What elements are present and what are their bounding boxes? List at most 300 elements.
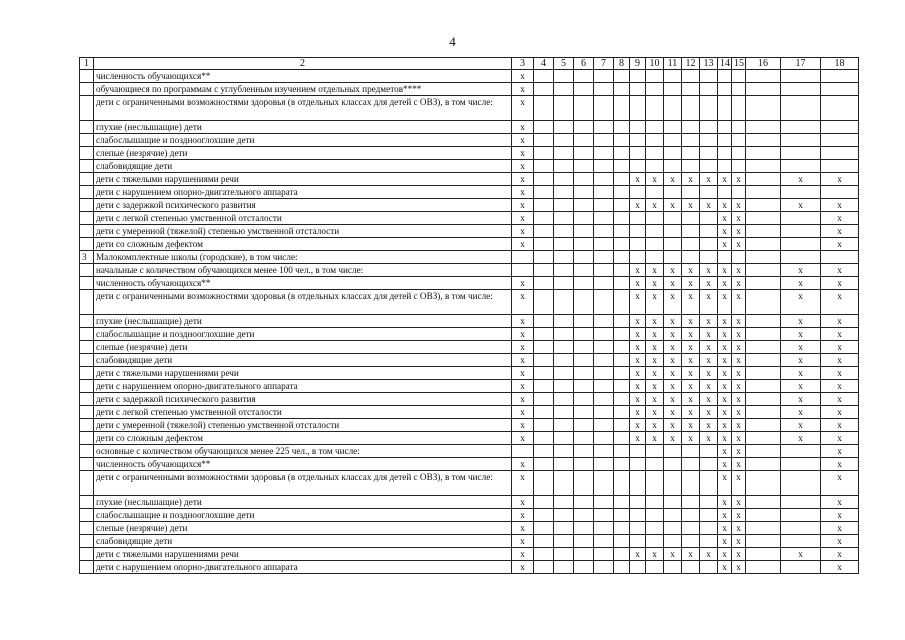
empty-cell: [614, 315, 630, 328]
empty-cell: [554, 147, 574, 160]
mark-cell: х: [512, 186, 534, 199]
empty-cell: [746, 134, 781, 147]
empty-cell: [646, 535, 664, 548]
empty-cell: [534, 173, 554, 186]
empty-cell: [630, 458, 646, 471]
empty-cell: [574, 496, 594, 509]
mark-cell: х: [718, 341, 732, 354]
empty-cell: [646, 225, 664, 238]
mark-cell: х: [664, 341, 682, 354]
row-number: [80, 212, 94, 225]
empty-cell: [614, 290, 630, 315]
empty-cell: [554, 432, 574, 445]
empty-cell: [534, 251, 554, 264]
mark-cell: х: [718, 173, 732, 186]
empty-cell: [682, 83, 700, 96]
empty-cell: [594, 121, 614, 134]
mark-cell: х: [821, 212, 859, 225]
mark-cell: х: [646, 548, 664, 561]
empty-cell: [574, 535, 594, 548]
mark-cell: х: [732, 212, 746, 225]
empty-cell: [574, 548, 594, 561]
mark-cell: х: [718, 225, 732, 238]
mark-cell: х: [512, 354, 534, 367]
mark-cell: х: [700, 199, 718, 212]
empty-cell: [781, 535, 821, 548]
empty-cell: [718, 251, 732, 264]
mark-cell: х: [821, 419, 859, 432]
column-header: 15: [732, 58, 746, 70]
row-number: [80, 134, 94, 147]
empty-cell: [682, 121, 700, 134]
mark-cell: х: [718, 406, 732, 419]
mark-cell: х: [718, 496, 732, 509]
empty-cell: [781, 238, 821, 251]
mark-cell: х: [700, 548, 718, 561]
mark-cell: х: [821, 496, 859, 509]
empty-cell: [664, 522, 682, 535]
empty-cell: [574, 83, 594, 96]
empty-cell: [682, 70, 700, 83]
empty-cell: [534, 290, 554, 315]
empty-cell: [718, 147, 732, 160]
row-label: дети со сложным дефектом: [94, 432, 512, 445]
mark-cell: х: [682, 419, 700, 432]
empty-cell: [574, 277, 594, 290]
mark-cell: х: [646, 277, 664, 290]
empty-cell: [574, 225, 594, 238]
empty-cell: [664, 535, 682, 548]
empty-cell: [574, 251, 594, 264]
empty-cell: [594, 432, 614, 445]
mark-cell: х: [682, 290, 700, 315]
empty-cell: [746, 70, 781, 83]
empty-cell: [718, 186, 732, 199]
empty-cell: [700, 251, 718, 264]
mark-cell: х: [646, 264, 664, 277]
mark-cell: х: [718, 277, 732, 290]
mark-cell: х: [646, 367, 664, 380]
table-row: [80, 134, 859, 147]
mark-cell: х: [732, 393, 746, 406]
empty-cell: [512, 264, 534, 277]
empty-cell: [746, 251, 781, 264]
empty-cell: [594, 328, 614, 341]
empty-cell: [700, 160, 718, 173]
empty-cell: [646, 147, 664, 160]
empty-cell: [746, 496, 781, 509]
empty-cell: [554, 251, 574, 264]
empty-cell: [732, 160, 746, 173]
mark-cell: х: [512, 458, 534, 471]
table-row: [80, 238, 859, 251]
table-row: [80, 251, 859, 264]
row-label: глухие (неслышащие) дети: [94, 496, 512, 509]
row-number: [80, 173, 94, 186]
empty-cell: [781, 83, 821, 96]
empty-cell: [574, 186, 594, 199]
row-label: слепые (незрячие) дети: [94, 341, 512, 354]
mark-cell: х: [732, 367, 746, 380]
mark-cell: х: [682, 393, 700, 406]
mark-cell: х: [664, 393, 682, 406]
empty-cell: [614, 70, 630, 83]
empty-cell: [554, 96, 574, 121]
empty-cell: [630, 83, 646, 96]
empty-cell: [594, 393, 614, 406]
empty-cell: [682, 522, 700, 535]
empty-cell: [534, 264, 554, 277]
empty-cell: [630, 96, 646, 121]
mark-cell: х: [821, 277, 859, 290]
mark-cell: х: [732, 548, 746, 561]
mark-cell: х: [512, 535, 534, 548]
empty-cell: [746, 173, 781, 186]
mark-cell: х: [821, 406, 859, 419]
empty-cell: [746, 380, 781, 393]
empty-cell: [746, 225, 781, 238]
empty-cell: [746, 147, 781, 160]
column-header: 10: [646, 58, 664, 70]
mark-cell: х: [781, 393, 821, 406]
mark-cell: х: [512, 199, 534, 212]
empty-cell: [746, 445, 781, 458]
mark-cell: х: [700, 367, 718, 380]
empty-cell: [554, 238, 574, 251]
row-number: [80, 328, 94, 341]
mark-cell: х: [682, 367, 700, 380]
empty-cell: [614, 277, 630, 290]
mark-cell: х: [630, 199, 646, 212]
empty-cell: [594, 160, 614, 173]
mark-cell: х: [512, 509, 534, 522]
empty-cell: [614, 238, 630, 251]
empty-cell: [574, 471, 594, 496]
column-header: 7: [594, 58, 614, 70]
mark-cell: х: [512, 393, 534, 406]
empty-cell: [781, 471, 821, 496]
mark-cell: х: [630, 173, 646, 186]
empty-cell: [614, 225, 630, 238]
empty-cell: [746, 393, 781, 406]
empty-cell: [574, 328, 594, 341]
empty-cell: [646, 83, 664, 96]
mark-cell: х: [718, 290, 732, 315]
row-number: [80, 147, 94, 160]
empty-cell: [554, 277, 574, 290]
empty-cell: [682, 225, 700, 238]
mark-cell: х: [781, 199, 821, 212]
empty-cell: [682, 160, 700, 173]
row-label: дети с умеренной (тяжелой) степенью умственной отсталости: [94, 225, 512, 238]
empty-cell: [594, 186, 614, 199]
mark-cell: х: [682, 173, 700, 186]
mark-cell: х: [781, 380, 821, 393]
mark-cell: х: [718, 354, 732, 367]
empty-cell: [614, 328, 630, 341]
empty-cell: [646, 471, 664, 496]
row-label: дети со сложным дефектом: [94, 238, 512, 251]
mark-cell: х: [664, 406, 682, 419]
empty-cell: [534, 561, 554, 574]
mark-cell: х: [732, 225, 746, 238]
mark-cell: х: [664, 199, 682, 212]
empty-cell: [646, 445, 664, 458]
row-number: [80, 186, 94, 199]
empty-cell: [664, 509, 682, 522]
empty-cell: [700, 458, 718, 471]
empty-cell: [534, 238, 554, 251]
empty-cell: [574, 121, 594, 134]
mark-cell: х: [700, 341, 718, 354]
empty-cell: [646, 251, 664, 264]
mark-cell: х: [718, 199, 732, 212]
empty-cell: [554, 212, 574, 225]
empty-cell: [594, 341, 614, 354]
mark-cell: х: [700, 406, 718, 419]
mark-cell: х: [664, 173, 682, 186]
table-row: [80, 225, 859, 238]
empty-cell: [718, 70, 732, 83]
row-label: дети с легкой степенью умственной отсталости: [94, 212, 512, 225]
mark-cell: х: [646, 328, 664, 341]
mark-cell: х: [718, 212, 732, 225]
column-header: 3: [512, 58, 534, 70]
table-row: [80, 509, 859, 522]
empty-cell: [630, 522, 646, 535]
empty-cell: [664, 251, 682, 264]
mark-cell: х: [646, 341, 664, 354]
empty-cell: [781, 251, 821, 264]
row-label: численность обучающихся**: [94, 277, 512, 290]
empty-cell: [682, 471, 700, 496]
empty-cell: [700, 535, 718, 548]
empty-cell: [554, 199, 574, 212]
empty-cell: [732, 70, 746, 83]
empty-cell: [554, 354, 574, 367]
empty-cell: [574, 160, 594, 173]
empty-cell: [614, 83, 630, 96]
mark-cell: х: [512, 341, 534, 354]
mark-cell: х: [664, 354, 682, 367]
mark-cell: х: [732, 199, 746, 212]
mark-cell: х: [718, 264, 732, 277]
empty-cell: [746, 186, 781, 199]
mark-cell: х: [781, 548, 821, 561]
mark-cell: х: [664, 290, 682, 315]
empty-cell: [718, 121, 732, 134]
empty-cell: [594, 535, 614, 548]
mark-cell: х: [781, 277, 821, 290]
empty-cell: [554, 83, 574, 96]
column-header: 1: [80, 58, 94, 70]
empty-cell: [700, 96, 718, 121]
empty-cell: [664, 212, 682, 225]
mark-cell: х: [821, 458, 859, 471]
empty-cell: [732, 147, 746, 160]
empty-cell: [614, 354, 630, 367]
mark-cell: х: [821, 548, 859, 561]
column-header: 8: [614, 58, 630, 70]
empty-cell: [781, 70, 821, 83]
mark-cell: х: [732, 471, 746, 496]
mark-cell: х: [821, 432, 859, 445]
empty-cell: [614, 458, 630, 471]
empty-cell: [534, 315, 554, 328]
empty-cell: [700, 496, 718, 509]
empty-cell: [664, 70, 682, 83]
mark-cell: х: [732, 173, 746, 186]
column-header: 5: [554, 58, 574, 70]
mark-cell: х: [718, 535, 732, 548]
mark-cell: х: [630, 419, 646, 432]
empty-cell: [781, 458, 821, 471]
mark-cell: х: [732, 535, 746, 548]
empty-cell: [700, 70, 718, 83]
empty-cell: [534, 406, 554, 419]
mark-cell: х: [718, 471, 732, 496]
empty-cell: [614, 341, 630, 354]
mark-cell: х: [512, 471, 534, 496]
empty-cell: [700, 561, 718, 574]
mark-cell: х: [664, 432, 682, 445]
empty-cell: [682, 147, 700, 160]
empty-cell: [554, 160, 574, 173]
mark-cell: х: [512, 277, 534, 290]
table-row: [80, 432, 859, 445]
empty-cell: [630, 251, 646, 264]
table-row: [80, 380, 859, 393]
empty-cell: [746, 535, 781, 548]
empty-cell: [746, 471, 781, 496]
mark-cell: х: [700, 264, 718, 277]
empty-cell: [534, 328, 554, 341]
mark-cell: х: [646, 419, 664, 432]
row-number: [80, 238, 94, 251]
mark-cell: х: [700, 432, 718, 445]
mark-cell: х: [781, 367, 821, 380]
empty-cell: [512, 445, 534, 458]
mark-cell: х: [718, 315, 732, 328]
empty-cell: [574, 380, 594, 393]
mark-cell: х: [821, 535, 859, 548]
empty-cell: [718, 134, 732, 147]
empty-cell: [732, 134, 746, 147]
mark-cell: х: [682, 548, 700, 561]
empty-cell: [664, 445, 682, 458]
empty-cell: [512, 251, 534, 264]
empty-cell: [534, 277, 554, 290]
empty-cell: [630, 535, 646, 548]
row-number: [80, 432, 94, 445]
row-number: [80, 406, 94, 419]
row-number: [80, 341, 94, 354]
mark-cell: х: [781, 341, 821, 354]
row-number: [80, 471, 94, 496]
empty-cell: [821, 251, 859, 264]
empty-cell: [534, 199, 554, 212]
mark-cell: х: [732, 264, 746, 277]
mark-cell: х: [682, 380, 700, 393]
empty-cell: [554, 496, 574, 509]
row-label: дети с тяжелыми нарушениями речи: [94, 367, 512, 380]
mark-cell: х: [512, 432, 534, 445]
mark-cell: х: [718, 238, 732, 251]
table-row: [80, 83, 859, 96]
mark-cell: х: [630, 290, 646, 315]
mark-cell: х: [821, 238, 859, 251]
mark-cell: х: [512, 496, 534, 509]
empty-cell: [554, 186, 574, 199]
empty-cell: [614, 121, 630, 134]
mark-cell: х: [821, 367, 859, 380]
empty-cell: [574, 290, 594, 315]
empty-cell: [574, 354, 594, 367]
empty-cell: [534, 160, 554, 173]
empty-cell: [718, 96, 732, 121]
mark-cell: х: [821, 290, 859, 315]
empty-cell: [821, 70, 859, 83]
data-table: [79, 57, 859, 574]
mark-cell: х: [821, 380, 859, 393]
row-number: [80, 548, 94, 561]
empty-cell: [554, 419, 574, 432]
mark-cell: х: [700, 354, 718, 367]
table-row: [80, 147, 859, 160]
empty-cell: [594, 367, 614, 380]
column-header: 11: [664, 58, 682, 70]
mark-cell: х: [512, 70, 534, 83]
empty-cell: [746, 277, 781, 290]
empty-cell: [781, 96, 821, 121]
empty-cell: [664, 121, 682, 134]
mark-cell: х: [700, 328, 718, 341]
empty-cell: [554, 225, 574, 238]
row-label: дети с задержкой психического развития: [94, 393, 512, 406]
empty-cell: [534, 354, 554, 367]
row-label: глухие (неслышащие) дети: [94, 121, 512, 134]
table-row: [80, 96, 859, 121]
empty-cell: [700, 445, 718, 458]
empty-cell: [746, 121, 781, 134]
empty-cell: [534, 121, 554, 134]
mark-cell: х: [700, 393, 718, 406]
row-label: дети с тяжелыми нарушениями речи: [94, 173, 512, 186]
empty-cell: [821, 121, 859, 134]
mark-cell: х: [718, 561, 732, 574]
mark-cell: х: [821, 509, 859, 522]
table-row: [80, 458, 859, 471]
mark-cell: х: [664, 548, 682, 561]
mark-cell: х: [732, 315, 746, 328]
empty-cell: [534, 419, 554, 432]
empty-cell: [554, 290, 574, 315]
empty-cell: [664, 225, 682, 238]
mark-cell: х: [732, 354, 746, 367]
row-number: [80, 367, 94, 380]
empty-cell: [594, 419, 614, 432]
header-row: [80, 58, 859, 70]
empty-cell: [534, 522, 554, 535]
mark-cell: х: [732, 445, 746, 458]
empty-cell: [614, 509, 630, 522]
empty-cell: [594, 522, 614, 535]
mark-cell: х: [630, 264, 646, 277]
table-row: [80, 522, 859, 535]
empty-cell: [664, 458, 682, 471]
mark-cell: х: [718, 380, 732, 393]
empty-cell: [594, 290, 614, 315]
